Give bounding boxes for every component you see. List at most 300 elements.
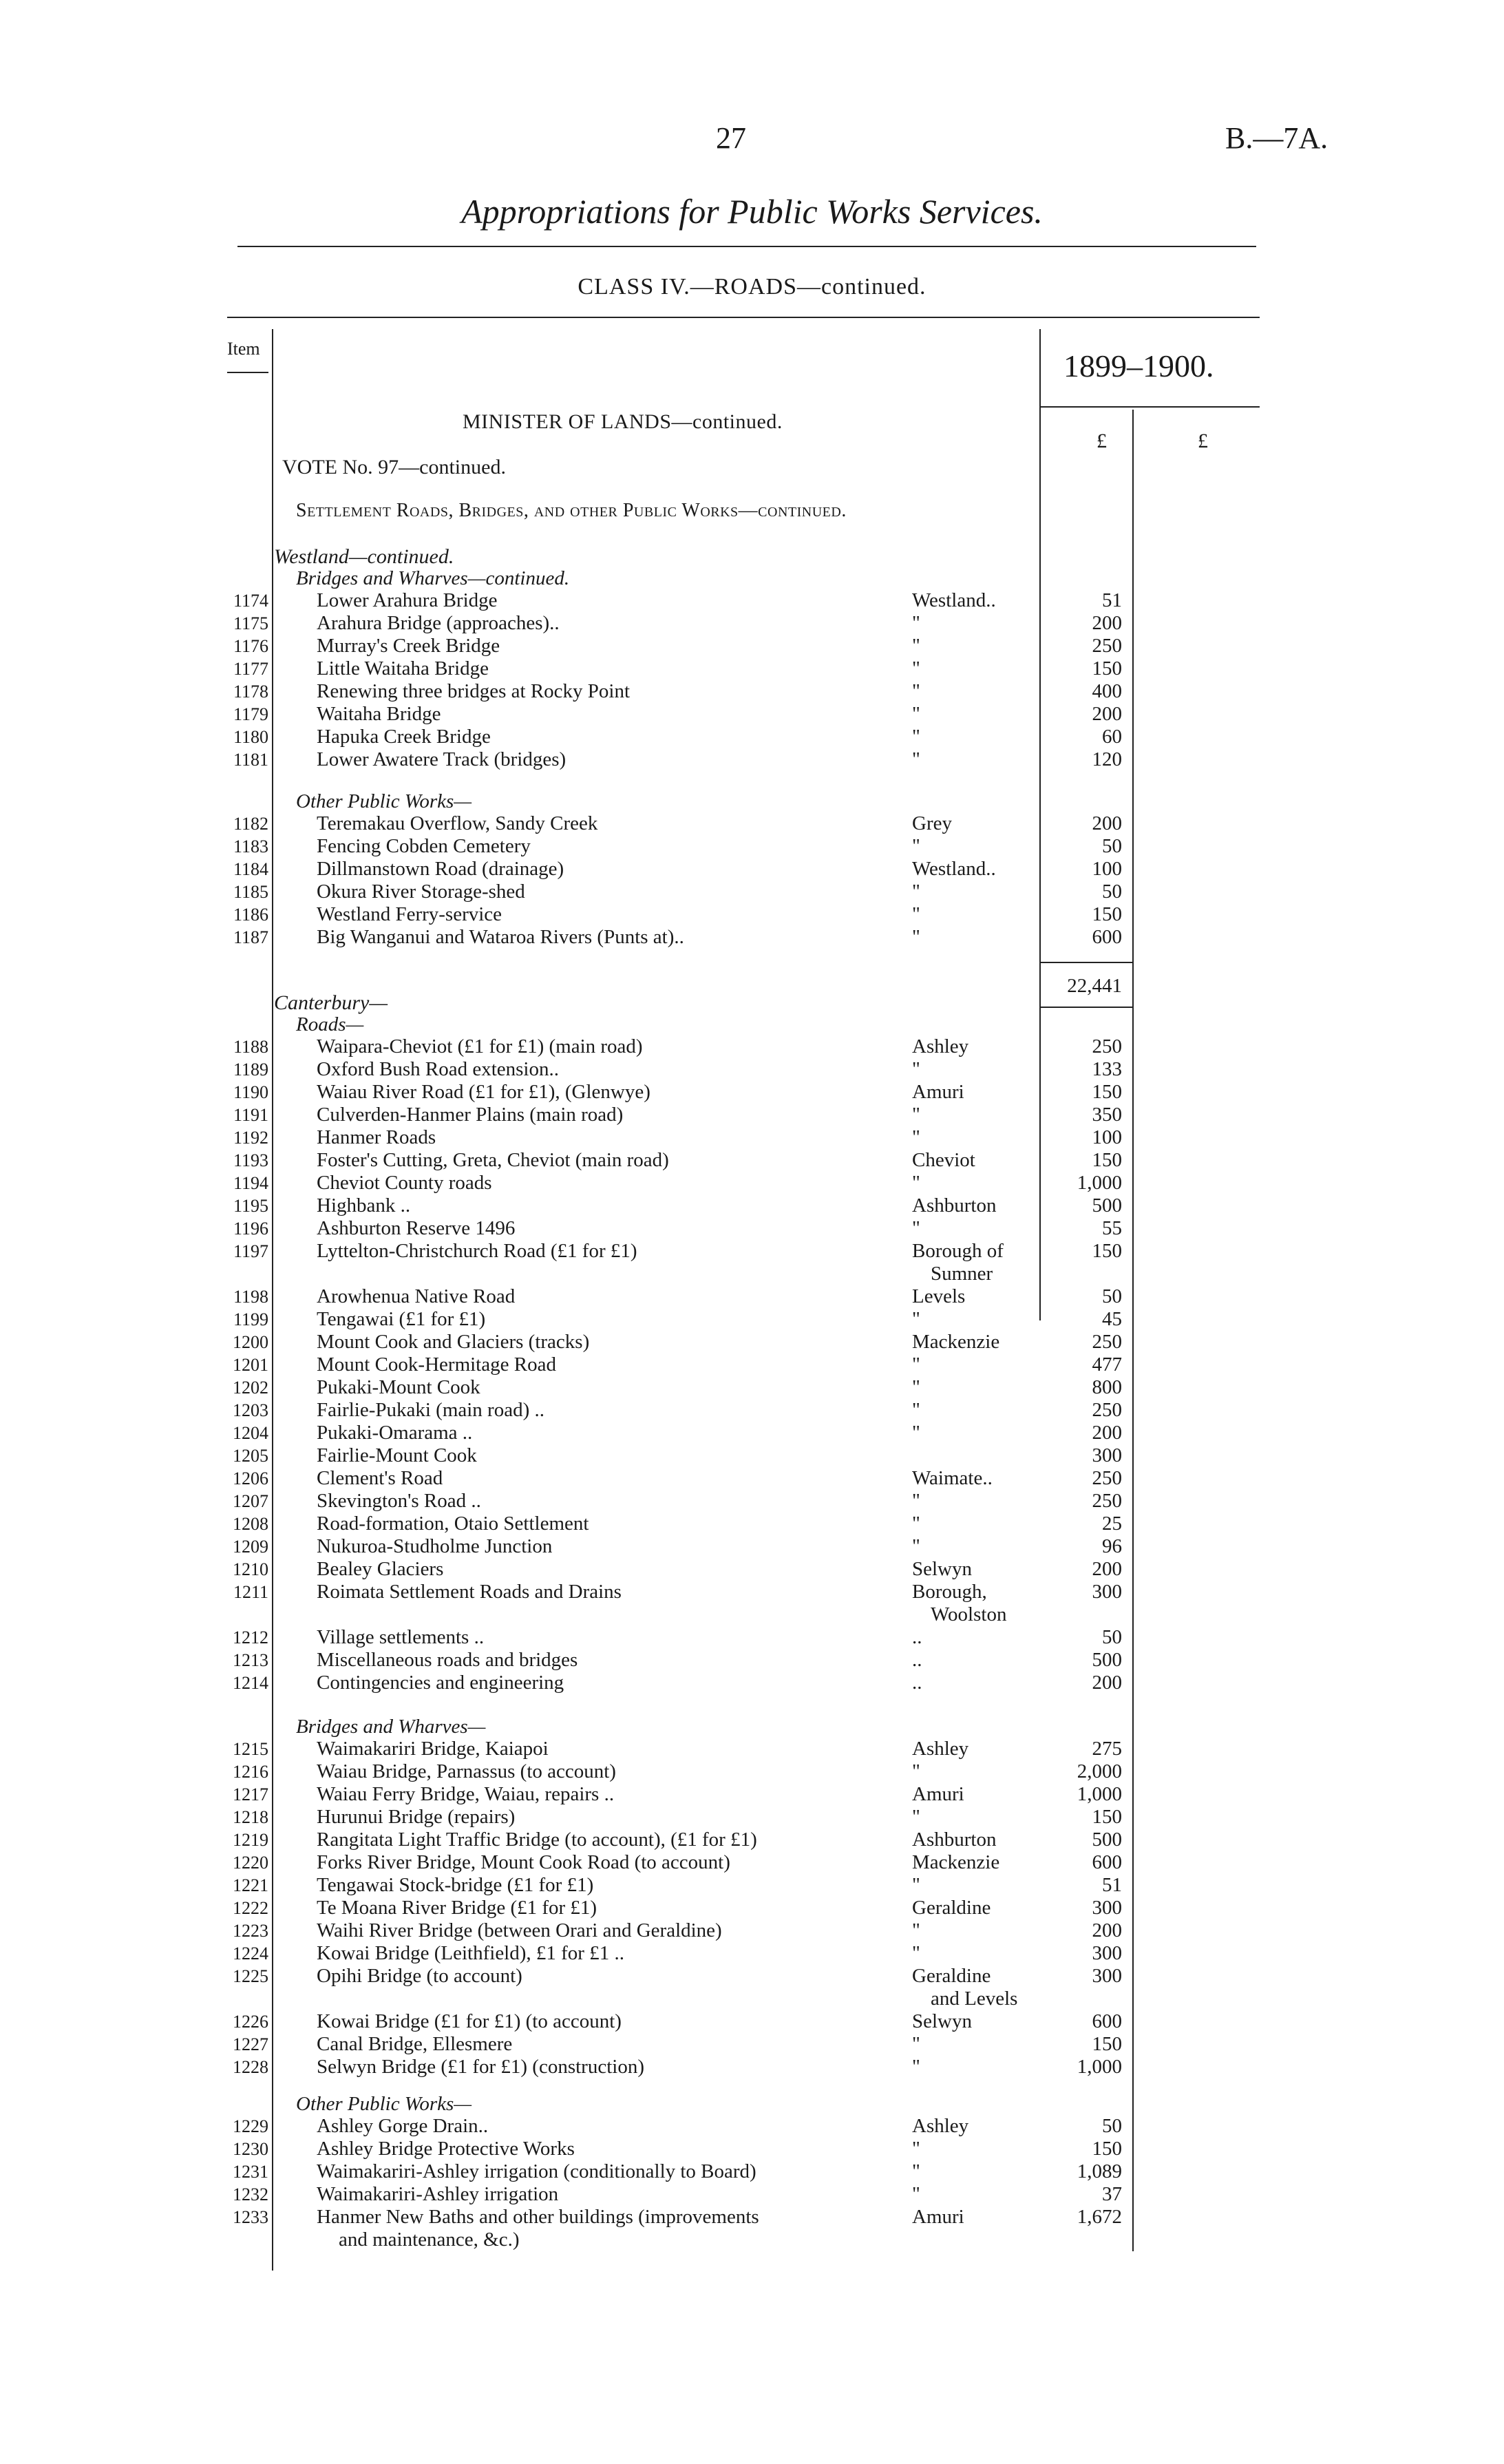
item-amount: 50 bbox=[1102, 835, 1122, 857]
table-row bbox=[0, 1806, 1504, 1829]
item-description: Pukaki-Omarama .. bbox=[317, 1422, 473, 1444]
item-description: Ashburton Reserve 1496 bbox=[317, 1217, 516, 1239]
item-description: Canal Bridge, Ellesmere bbox=[317, 2033, 513, 2055]
item-amount: 50 bbox=[1102, 881, 1122, 903]
item-number: 1200 bbox=[233, 1332, 268, 1352]
table-row bbox=[0, 2010, 1504, 2033]
item-number: 1190 bbox=[233, 1082, 268, 1102]
item-district: Grey bbox=[912, 812, 952, 834]
table-row bbox=[0, 1467, 1504, 1490]
item-district: " bbox=[912, 1354, 920, 1376]
item-number: 1185 bbox=[233, 882, 268, 902]
item-number: 1175 bbox=[233, 613, 268, 633]
item-amount: 50 bbox=[1102, 2115, 1122, 2137]
item-label-rule bbox=[227, 372, 268, 373]
item-description: Murray's Creek Bridge bbox=[317, 635, 500, 657]
table-row bbox=[0, 1738, 1504, 1760]
item-description: Skevington's Road .. bbox=[317, 1490, 481, 1512]
item-amount: 150 bbox=[1092, 903, 1122, 925]
item-district: " bbox=[912, 1217, 920, 1239]
item-number: 1219 bbox=[233, 1830, 268, 1850]
item-amount: 200 bbox=[1092, 703, 1122, 725]
class-heading: CLASS IV.—ROADS—continued. bbox=[578, 274, 926, 299]
item-amount: 300 bbox=[1092, 1965, 1122, 1987]
class-rule bbox=[227, 317, 1260, 318]
document-code: B.—7A. bbox=[1225, 121, 1328, 155]
item-amount: 200 bbox=[1092, 812, 1122, 834]
subtotal-rule-top bbox=[1039, 962, 1132, 963]
item-description: Bealey Glaciers bbox=[317, 1558, 444, 1580]
item-description: Hanmer New Baths and other buildings (improvements bbox=[317, 2206, 759, 2228]
item-district: " bbox=[912, 748, 920, 770]
item-number: 1221 bbox=[233, 1875, 268, 1895]
item-description: Mount Cook and Glaciers (tracks) bbox=[317, 1331, 590, 1353]
item-description: Foster's Cutting, Greta, Cheviot (main road) bbox=[317, 1149, 669, 1171]
item-number: 1223 bbox=[233, 1921, 268, 1941]
item-description: Culverden-Hanmer Plains (main road) bbox=[317, 1104, 624, 1126]
table-row bbox=[0, 1422, 1504, 1444]
table-row bbox=[0, 1965, 1504, 1988]
item-amount: 55 bbox=[1102, 1217, 1122, 1239]
table-row bbox=[0, 2183, 1504, 2206]
item-description: Selwyn Bridge (£1 for £1) (construction) bbox=[317, 2056, 644, 2078]
table-row bbox=[0, 1444, 1504, 1467]
item-number: 1177 bbox=[233, 659, 268, 679]
item-amount: 150 bbox=[1092, 1240, 1122, 1262]
item-amount: 200 bbox=[1092, 1422, 1122, 1444]
item-district: Ashburton bbox=[912, 1194, 997, 1217]
item-district: " bbox=[912, 1104, 920, 1126]
table-row bbox=[0, 1672, 1504, 1694]
item-amount: 60 bbox=[1102, 726, 1122, 748]
item-district: " bbox=[912, 903, 920, 925]
item-district: Amuri bbox=[912, 1081, 964, 1103]
item-description: Tengawai Stock-bridge (£1 for £1) bbox=[317, 1874, 594, 1896]
item-number: 1202 bbox=[233, 1378, 268, 1398]
item-amount: 133 bbox=[1092, 1058, 1122, 1080]
table-row bbox=[0, 1919, 1504, 1942]
item-amount: 300 bbox=[1092, 1897, 1122, 1919]
item-description: Cheviot County roads bbox=[317, 1172, 492, 1194]
item-description: Opihi Bridge (to account) bbox=[317, 1965, 522, 1987]
item-district: " bbox=[912, 635, 920, 657]
item-description: Waiau Bridge, Parnassus (to account) bbox=[317, 1760, 616, 1782]
table-row bbox=[0, 1104, 1504, 1126]
item-amount: 100 bbox=[1092, 1126, 1122, 1148]
item-number: 1195 bbox=[233, 1196, 268, 1216]
item-district: " bbox=[912, 1535, 920, 1557]
table-row bbox=[0, 835, 1504, 858]
item-amount: 2,000 bbox=[1077, 1760, 1122, 1782]
item-number: 1189 bbox=[233, 1060, 268, 1080]
item-district: " bbox=[912, 2160, 920, 2182]
item-district: " bbox=[912, 680, 920, 702]
item-number: 1207 bbox=[233, 1491, 268, 1511]
item-description: Waimakariri Bridge, Kaiapoi bbox=[317, 1738, 549, 1760]
table-row bbox=[0, 1354, 1504, 1376]
item-district: " bbox=[912, 1874, 920, 1896]
item-district: Amuri bbox=[912, 2206, 964, 2228]
item-description: Dillmanstown Road (drainage) bbox=[317, 858, 564, 880]
item-number: 1174 bbox=[233, 591, 268, 611]
item-description: Lyttelton-Christchurch Road (£1 for £1) bbox=[317, 1240, 637, 1262]
item-number: 1231 bbox=[233, 2162, 268, 2182]
table-row bbox=[0, 1558, 1504, 1581]
item-district: " bbox=[912, 1058, 920, 1080]
item-amount: 200 bbox=[1092, 1919, 1122, 1941]
vote-heading: VOTE No. 97—continued. bbox=[282, 456, 506, 478]
item-amount: 150 bbox=[1092, 1081, 1122, 1103]
item-district: Geraldine bbox=[912, 1965, 991, 1987]
table-row bbox=[0, 2138, 1504, 2160]
item-amount: 1,000 bbox=[1077, 2056, 1122, 2078]
table-row bbox=[0, 1874, 1504, 1897]
item-district: Levels bbox=[912, 1285, 966, 1307]
item-district: Borough, bbox=[912, 1581, 987, 1603]
item-description: Lower Arahura Bridge bbox=[317, 589, 498, 611]
item-district: " bbox=[912, 881, 920, 903]
item-description: Waimakariri-Ashley irrigation (conditionally to Board) bbox=[317, 2160, 756, 2182]
item-description: Fairlie-Mount Cook bbox=[317, 1444, 477, 1466]
table-row bbox=[0, 858, 1504, 881]
table-row bbox=[0, 1035, 1504, 1058]
table-row bbox=[0, 1490, 1504, 1513]
item-district: Ashley bbox=[912, 1738, 969, 1760]
item-number: 1218 bbox=[233, 1807, 268, 1827]
table-row bbox=[0, 1760, 1504, 1783]
item-district: " bbox=[912, 1490, 920, 1512]
canterbury-roads-heading: Roads— bbox=[296, 1013, 364, 1035]
table-row bbox=[0, 680, 1504, 703]
item-district: Ashley bbox=[912, 2115, 969, 2137]
item-description: Waiau Ferry Bridge, Waiau, repairs .. bbox=[317, 1783, 615, 1805]
item-district: .. bbox=[912, 1649, 922, 1671]
table-row bbox=[0, 1331, 1504, 1354]
item-description: Contingencies and engineering bbox=[317, 1672, 564, 1694]
item-number: 1211 bbox=[233, 1582, 268, 1602]
item-amount: 275 bbox=[1092, 1738, 1122, 1760]
item-number: 1184 bbox=[233, 859, 268, 879]
item-description: Rangitata Light Traffic Bridge (to account), (£1 for £1) bbox=[317, 1829, 757, 1851]
table-row bbox=[0, 1376, 1504, 1399]
item-amount: 400 bbox=[1092, 680, 1122, 702]
item-district: " bbox=[912, 1399, 920, 1421]
item-description: Village settlements .. bbox=[317, 1626, 485, 1648]
item-district: " bbox=[912, 835, 920, 857]
canterbury-other-heading: Other Public Works— bbox=[296, 2093, 472, 2115]
page-title: Appropriations for Public Works Services. bbox=[461, 192, 1043, 231]
item-amount: 250 bbox=[1092, 1399, 1122, 1421]
item-district: " bbox=[912, 2138, 920, 2160]
item-amount: 500 bbox=[1092, 1649, 1122, 1671]
item-description: Nukuroa-Studholme Junction bbox=[317, 1535, 553, 1557]
item-number: 1188 bbox=[233, 1037, 268, 1057]
westland-bridges-heading: Bridges and Wharves—continued. bbox=[296, 567, 570, 589]
item-number: 1178 bbox=[233, 682, 268, 702]
item-number: 1220 bbox=[233, 1853, 268, 1873]
table-row bbox=[0, 1149, 1504, 1172]
table-row bbox=[0, 1308, 1504, 1331]
item-description: Waihi River Bridge (between Orari and Geraldine) bbox=[317, 1919, 722, 1941]
table-row bbox=[0, 1942, 1504, 1965]
item-number: 1217 bbox=[233, 1784, 268, 1804]
item-amount: 300 bbox=[1092, 1942, 1122, 1964]
item-district: " bbox=[912, 703, 920, 725]
item-description: Mount Cook-Hermitage Road bbox=[317, 1354, 556, 1376]
item-number: 1225 bbox=[233, 1966, 268, 1986]
item-amount: 200 bbox=[1092, 1672, 1122, 1694]
title-rule bbox=[237, 246, 1256, 247]
item-description: Waiau River Road (£1 for £1), (Glenwye) bbox=[317, 1081, 650, 1103]
item-number: 1213 bbox=[233, 1650, 268, 1670]
item-amount: 45 bbox=[1102, 1308, 1122, 1330]
item-number: 1214 bbox=[233, 1673, 268, 1693]
item-number: 1226 bbox=[233, 2012, 268, 2032]
table-row bbox=[0, 1829, 1504, 1851]
item-amount: 50 bbox=[1102, 1285, 1122, 1307]
item-district: " bbox=[912, 1172, 920, 1194]
item-amount: 600 bbox=[1092, 1851, 1122, 1873]
table-row bbox=[0, 1851, 1504, 1874]
item-number: 1205 bbox=[233, 1446, 268, 1466]
item-amount: 150 bbox=[1092, 657, 1122, 680]
currency-column-2: £ bbox=[1198, 430, 1208, 452]
minister-heading: MINISTER OF LANDS—continued. bbox=[463, 410, 783, 433]
table-row bbox=[0, 1649, 1504, 1672]
item-description: Hurunui Bridge (repairs) bbox=[317, 1806, 516, 1828]
item-district: " bbox=[912, 1308, 920, 1330]
item-district-continued: Woolston bbox=[931, 1603, 1007, 1625]
table-row bbox=[0, 589, 1504, 612]
item-district: " bbox=[912, 612, 920, 634]
item-description-continued: and maintenance, &c.) bbox=[339, 2229, 520, 2251]
table-row bbox=[0, 1513, 1504, 1535]
table-row bbox=[0, 1172, 1504, 1194]
table-row bbox=[0, 1081, 1504, 1104]
item-amount: 96 bbox=[1102, 1535, 1122, 1557]
item-description: Oxford Bush Road extension.. bbox=[317, 1058, 559, 1080]
item-description: Fairlie-Pukaki (main road) .. bbox=[317, 1399, 544, 1421]
item-description: Arowhenua Native Road bbox=[317, 1285, 516, 1307]
item-amount: 37 bbox=[1102, 2183, 1122, 2205]
item-description: Forks River Bridge, Mount Cook Road (to account) bbox=[317, 1851, 730, 1873]
item-number: 1215 bbox=[233, 1739, 268, 1759]
item-district: Borough of bbox=[912, 1240, 1004, 1262]
page-number: 27 bbox=[716, 121, 746, 155]
item-number: 1210 bbox=[233, 1559, 268, 1579]
item-description: Okura River Storage-shed bbox=[317, 881, 525, 903]
item-description: Arahura Bridge (approaches).. bbox=[317, 612, 560, 634]
item-amount: 150 bbox=[1092, 2033, 1122, 2055]
item-number: 1216 bbox=[233, 1762, 268, 1782]
item-amount: 600 bbox=[1092, 926, 1122, 948]
table-row bbox=[0, 1897, 1504, 1919]
item-number: 1227 bbox=[233, 2034, 268, 2054]
table-row bbox=[0, 657, 1504, 680]
item-amount: 500 bbox=[1092, 1194, 1122, 1217]
item-amount: 1,672 bbox=[1077, 2206, 1122, 2228]
westland-other-heading: Other Public Works— bbox=[296, 790, 472, 812]
region-westland: Westland—continued. bbox=[274, 545, 454, 568]
item-district: " bbox=[912, 1126, 920, 1148]
table-row bbox=[0, 726, 1504, 748]
item-district: " bbox=[912, 2056, 920, 2078]
item-description: Waitaha Bridge bbox=[317, 703, 441, 725]
item-district: " bbox=[912, 726, 920, 748]
item-number: 1206 bbox=[233, 1468, 268, 1488]
table-row bbox=[0, 812, 1504, 835]
item-description: Hapuka Creek Bridge bbox=[317, 726, 491, 748]
item-district: Mackenzie bbox=[912, 1331, 1000, 1353]
item-number: 1209 bbox=[233, 1537, 268, 1557]
item-district-continued: and Levels bbox=[931, 1988, 1018, 2010]
item-district: " bbox=[912, 2183, 920, 2205]
item-description: Highbank .. bbox=[317, 1194, 411, 1217]
item-description: Big Wanganui and Wataroa Rivers (Punts at).. bbox=[317, 926, 684, 948]
item-description: Roimata Settlement Roads and Drains bbox=[317, 1581, 622, 1603]
item-description: Te Moana River Bridge (£1 for £1) bbox=[317, 1897, 597, 1919]
item-description: Teremakau Overflow, Sandy Creek bbox=[317, 812, 598, 834]
canterbury-bridges-heading: Bridges and Wharves— bbox=[296, 1716, 486, 1738]
item-number: 1203 bbox=[233, 1400, 268, 1420]
item-amount: 120 bbox=[1092, 748, 1122, 770]
item-district: Amuri bbox=[912, 1783, 964, 1805]
item-amount: 300 bbox=[1092, 1444, 1122, 1466]
table-row bbox=[0, 1126, 1504, 1149]
item-number: 1180 bbox=[233, 727, 268, 747]
item-amount: 51 bbox=[1102, 589, 1122, 611]
item-amount: 150 bbox=[1092, 1149, 1122, 1171]
item-description: Kowai Bridge (Leithfield), £1 for £1 .. bbox=[317, 1942, 624, 1964]
item-amount: 600 bbox=[1092, 2010, 1122, 2032]
item-number: 1194 bbox=[233, 1173, 268, 1193]
item-description: Kowai Bridge (£1 for £1) (to account) bbox=[317, 2010, 622, 2032]
item-number: 1201 bbox=[233, 1355, 268, 1375]
item-amount: 1,000 bbox=[1077, 1172, 1122, 1194]
table-row bbox=[0, 612, 1504, 635]
item-number: 1182 bbox=[233, 814, 268, 834]
item-number: 1233 bbox=[233, 2207, 268, 2227]
item-amount: 25 bbox=[1102, 1513, 1122, 1535]
table-row bbox=[0, 1626, 1504, 1649]
item-number: 1204 bbox=[233, 1423, 268, 1443]
table-row bbox=[0, 881, 1504, 903]
item-district: " bbox=[912, 1376, 920, 1398]
item-number: 1186 bbox=[233, 905, 268, 925]
item-district: " bbox=[912, 1513, 920, 1535]
table-row bbox=[0, 1535, 1504, 1558]
item-amount: 200 bbox=[1092, 612, 1122, 634]
subtotal-rule-bottom bbox=[1039, 1007, 1132, 1008]
item-number: 1228 bbox=[233, 2057, 268, 2077]
currency-column-1: £ bbox=[1097, 430, 1107, 452]
item-district: " bbox=[912, 1806, 920, 1828]
item-number: 1212 bbox=[233, 1628, 268, 1647]
item-number: 1199 bbox=[233, 1309, 268, 1329]
item-number: 1187 bbox=[233, 927, 268, 947]
item-amount: 1,089 bbox=[1077, 2160, 1122, 2182]
item-district: Ashburton bbox=[912, 1829, 997, 1851]
item-amount: 150 bbox=[1092, 1806, 1122, 1828]
item-number: 1224 bbox=[233, 1944, 268, 1963]
table-row bbox=[0, 2056, 1504, 2078]
item-number: 1230 bbox=[233, 2139, 268, 2159]
table-row bbox=[0, 1240, 1504, 1263]
table-row bbox=[0, 1194, 1504, 1217]
item-number: 1222 bbox=[233, 1898, 268, 1918]
item-amount: 50 bbox=[1102, 1626, 1122, 1648]
item-number: 1193 bbox=[233, 1150, 268, 1170]
item-number: 1191 bbox=[233, 1105, 268, 1125]
westland-subtotal: 22,441 bbox=[1067, 975, 1122, 997]
item-district: Waimate.. bbox=[912, 1467, 993, 1489]
item-district: " bbox=[912, 1942, 920, 1964]
item-district: " bbox=[912, 1422, 920, 1444]
item-amount: 500 bbox=[1092, 1829, 1122, 1851]
item-district: Westland.. bbox=[912, 589, 996, 611]
item-amount: 800 bbox=[1092, 1376, 1122, 1398]
item-column-label: Item bbox=[227, 339, 260, 359]
item-amount: 100 bbox=[1092, 858, 1122, 880]
item-number: 1196 bbox=[233, 1219, 268, 1239]
item-district: " bbox=[912, 1760, 920, 1782]
item-amount: 250 bbox=[1092, 635, 1122, 657]
item-description: Road-formation, Otaio Settlement bbox=[317, 1513, 589, 1535]
item-district: Westland.. bbox=[912, 858, 996, 880]
table-row bbox=[0, 1399, 1504, 1422]
table-row bbox=[0, 926, 1504, 949]
item-number: 1179 bbox=[233, 704, 268, 724]
item-amount: 200 bbox=[1092, 1558, 1122, 1580]
item-description: Waimakariri-Ashley irrigation bbox=[317, 2183, 559, 2205]
table-row bbox=[0, 1783, 1504, 1806]
table-row bbox=[0, 2206, 1504, 2229]
item-description: Hanmer Roads bbox=[317, 1126, 436, 1148]
item-amount: 350 bbox=[1092, 1104, 1122, 1126]
table-row bbox=[0, 1285, 1504, 1308]
item-amount: 250 bbox=[1092, 1331, 1122, 1353]
item-amount: 150 bbox=[1092, 2138, 1122, 2160]
table-row bbox=[0, 2160, 1504, 2183]
table-row bbox=[0, 1058, 1504, 1081]
table-row bbox=[0, 748, 1504, 771]
region-canterbury: Canterbury— bbox=[274, 991, 388, 1014]
year-rule bbox=[1039, 406, 1260, 408]
item-description: Renewing three bridges at Rocky Point bbox=[317, 680, 631, 702]
item-amount: 477 bbox=[1092, 1354, 1122, 1376]
item-description: Lower Awatere Track (bridges) bbox=[317, 748, 566, 770]
item-district: .. bbox=[912, 1626, 922, 1648]
item-amount: 250 bbox=[1092, 1490, 1122, 1512]
settlement-heading: Settlement Roads, Bridges, and other Public Works—continued. bbox=[296, 500, 847, 521]
item-description: Clement's Road bbox=[317, 1467, 443, 1489]
item-amount: 300 bbox=[1092, 1581, 1122, 1603]
item-description: Westland Ferry-service bbox=[317, 903, 502, 925]
item-description: Pukaki-Mount Cook bbox=[317, 1376, 480, 1398]
item-number: 1183 bbox=[233, 836, 268, 856]
table-row bbox=[0, 903, 1504, 926]
item-number: 1197 bbox=[233, 1241, 268, 1261]
item-amount: 250 bbox=[1092, 1467, 1122, 1489]
item-number: 1198 bbox=[233, 1287, 268, 1307]
item-description: Tengawai (£1 for £1) bbox=[317, 1308, 486, 1330]
table-row bbox=[0, 703, 1504, 726]
item-district: " bbox=[912, 2033, 920, 2055]
item-amount: 51 bbox=[1102, 1874, 1122, 1896]
item-number: 1232 bbox=[233, 2184, 268, 2204]
table-row bbox=[0, 2033, 1504, 2056]
item-description: Miscellaneous roads and bridges bbox=[317, 1649, 578, 1671]
